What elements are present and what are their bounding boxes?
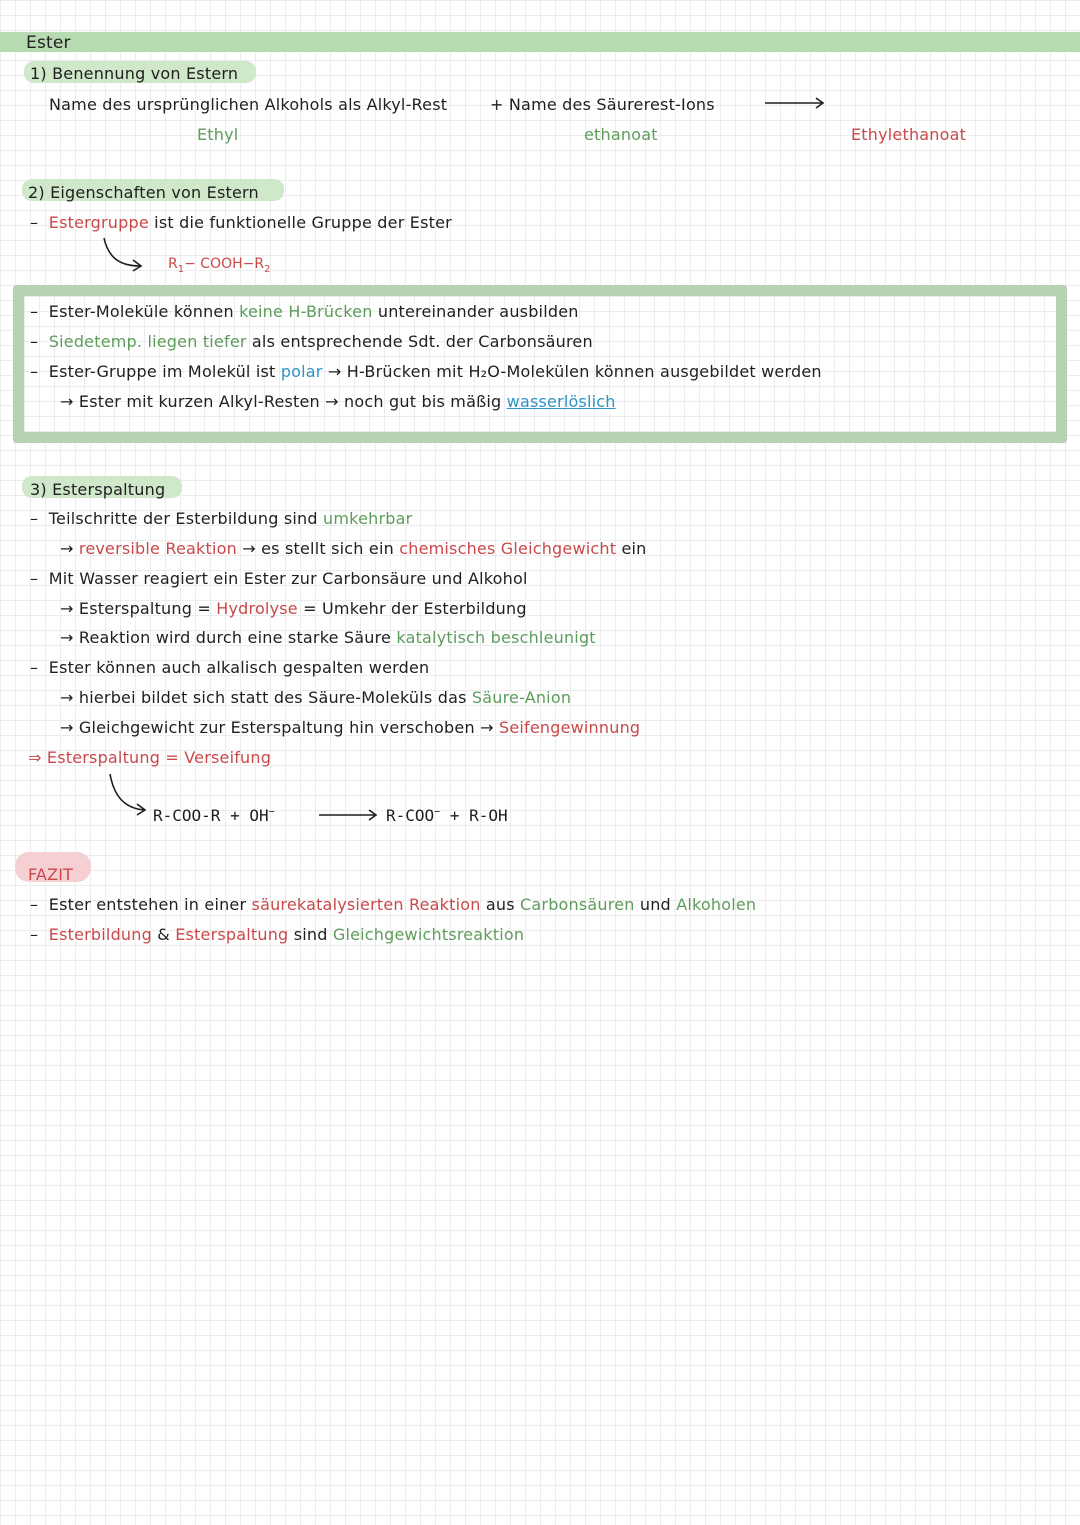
- box-line-3: – Ester-Gruppe im Molekül ist polar → H-Brücken mit H₂O-Molekülen können ausgebildet werden: [30, 362, 822, 381]
- curved-arrow-icon: [100, 236, 150, 272]
- fazit-line-1: – Ester entstehen in einer säurekatalysierten Reaktion aus Carbonsäuren und Alkoholen: [30, 895, 757, 914]
- s3-line-2: → reversible Reaktion → es stellt sich ein chemisches Gleichgewicht ein: [60, 539, 647, 558]
- s3-line-1: – Teilschritte der Esterbildung sind umkehrbar: [30, 509, 413, 528]
- s3-conclusion: ⇒ Esterspaltung = Verseifung: [28, 748, 272, 767]
- box-line-2: – Siedetemp. liegen tiefer als entsprechende Sdt. der Carbonsäuren: [30, 332, 593, 351]
- section3-heading: 3) Esterspaltung: [30, 480, 166, 499]
- s3-line-7: → hierbei bildet sich statt des Säure-Moleküls das Säure-Anion: [60, 688, 572, 707]
- saponification-equation-left: R-COO-R + OH−: [153, 806, 275, 825]
- box-line-1: – Ester-Moleküle können keine H-Brücken untereinander ausbilden: [30, 302, 579, 321]
- naming-rule-alcohol: Name des ursprünglichen Alkohols als Alkyl-Rest: [49, 95, 448, 114]
- ester-formula: $R_1-$ $COOH-R_2$: [168, 256, 271, 275]
- s3-line-6: – Ester können auch alkalisch gespalten werden: [30, 658, 430, 677]
- s3-line-5: → Reaktion wird durch eine starke Säure katalytisch beschleunigt: [60, 628, 596, 647]
- reaction-arrow-icon: [318, 808, 380, 822]
- example-result: Ethylethanoat: [851, 125, 967, 144]
- s3-line-4: → Esterspaltung = Hydrolyse = Umkehr der Esterbildung: [60, 599, 527, 618]
- arrow-right-icon: [764, 96, 826, 110]
- s3-line-3: – Mit Wasser reagiert ein Ester zur Carbonsäure und Alkohol: [30, 569, 528, 588]
- box-line-4: → Ester mit kurzen Alkyl-Resten → noch gut bis mäßig wasserlöslich: [60, 392, 616, 411]
- page-title: Ester: [26, 33, 71, 53]
- section1-heading: 1) Benennung von Estern: [30, 64, 239, 83]
- ester-group-term: Estergruppe: [48, 213, 149, 232]
- curved-arrow-icon: [106, 772, 154, 816]
- title-band: [0, 32, 1080, 52]
- example-acid: ethanoat: [584, 125, 658, 144]
- saponification-equation-right: R-COO− + R-OH: [386, 806, 508, 825]
- bullet-dash: –: [30, 213, 49, 232]
- ester-group-text: ist die funktionelle Gruppe der Ester: [154, 213, 452, 232]
- s3-line-8: → Gleichgewicht zur Esterspaltung hin verschoben → Seifengewinnung: [60, 718, 641, 737]
- section2-heading: 2) Eigenschaften von Estern: [28, 183, 259, 202]
- fazit-line-2: – Esterbildung & Esterspaltung sind Gleichgewichtsreaktion: [30, 925, 525, 944]
- ester-group-line: [30, 213, 452, 232]
- fazit-heading: FAZIT: [28, 865, 74, 884]
- naming-rule-acid: + Name des Säurerest-Ions: [490, 95, 715, 114]
- example-alkyl: Ethyl: [197, 125, 239, 144]
